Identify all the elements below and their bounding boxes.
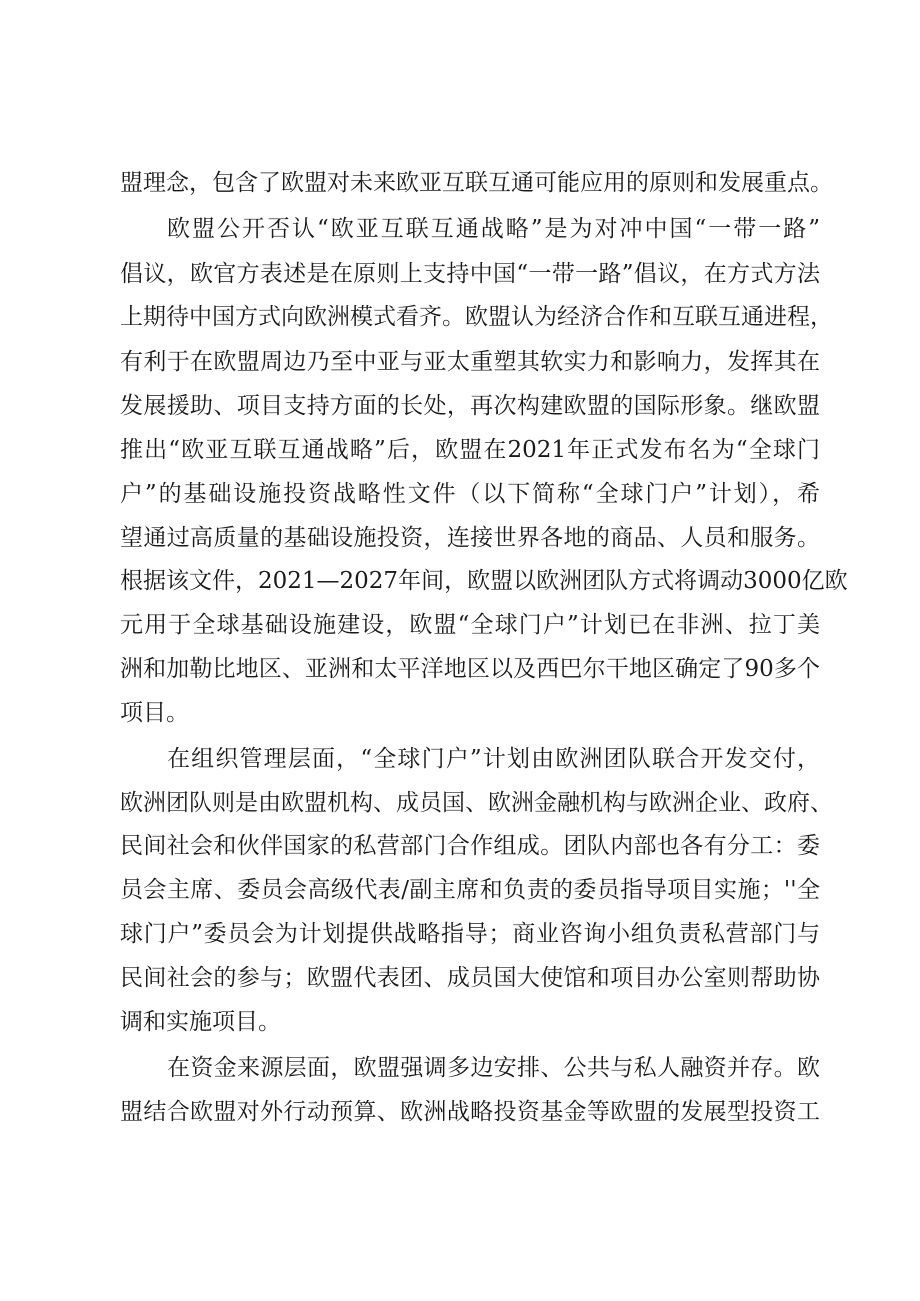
- text-line: 民间社会的参与；欧盟代表团、成员国大使馆和项目办公室则帮助协: [120, 965, 820, 991]
- text-line: 民间社会和伙伴国家的私营部门合作组成。团队内部也各有分工：委: [120, 833, 820, 859]
- text-line: 球门户”委员会为计划提供战略指导；商业咨询小组负责私营部门与: [120, 921, 820, 947]
- text-line: 上期待中国方式向欧洲模式看齐。欧盟认为经济合作和互联互通进程，: [120, 304, 833, 330]
- text-line: 望通过高质量的基础设施投资，连接世界各地的商品、人员和服务。: [120, 525, 820, 551]
- text-line: 根据该文件，2021—2027年间，欧盟以欧洲团队方式将调动3000亿欧: [120, 568, 848, 594]
- text-line: 发展援助、项目支持方面的长处，再次构建欧盟的国际形象。继欧盟: [120, 393, 820, 419]
- text-line: 有利于在欧盟周边乃至中亚与亚太重塑其软实力和影响力，发挥其在: [120, 349, 820, 375]
- text-line: 推出“欧亚互联互通战略”后，欧盟在2021年正式发布名为“全球门: [120, 437, 820, 463]
- text-line: 员会主席、委员会高级代表/副主席和负责的委员指导项目实施；''全: [120, 877, 820, 903]
- text-line: 欧盟公开否认“欧亚互联互通战略”是为对冲中国“一带一路”: [167, 216, 820, 242]
- text-line: 户”的基础设施投资战略性文件（以下简称“全球门户”计划），希: [120, 481, 820, 507]
- text-line: 在组织管理层面，“全球门户”计划由欧洲团队联合开发交付，: [167, 746, 820, 772]
- text-line: 调和实施项目。: [120, 1009, 281, 1035]
- text-line: 欧洲团队则是由欧盟机构、成员国、欧洲金融机构与欧洲企业、政府、: [120, 790, 833, 816]
- text-line: 项目。: [120, 700, 189, 726]
- text-line: 盟结合欧盟对外行动预算、欧洲战略投资基金等欧盟的发展型投资工: [120, 1099, 820, 1125]
- text-line: 在资金来源层面，欧盟强调多边安排、公共与私人融资并存。欧: [167, 1055, 820, 1081]
- text-line: 倡议，欧官方表述是在原则上支持中国“一带一路”倡议，在方式方法: [120, 261, 820, 287]
- text-line: 元用于全球基础设施建设，欧盟“全球门户”计划已在非洲、拉丁美: [120, 612, 820, 638]
- text-line: 盟理念，包含了欧盟对未来欧亚互联互通可能应用的原则和发展重点。: [120, 170, 833, 196]
- text-line: 洲和加勒比地区、亚洲和太平洋地区以及西巴尔干地区确定了90多个: [120, 656, 820, 682]
